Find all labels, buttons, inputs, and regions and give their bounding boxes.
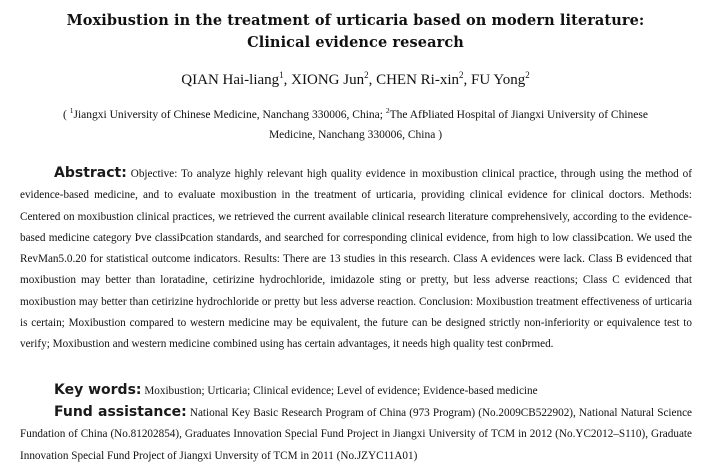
author-affiliation-mark: 2	[459, 70, 464, 80]
paper-title-line-1: Moxibustion in the treatment of urticaria based on modern literature:	[66, 12, 645, 29]
paper-title-line-2: Clinical evidence research	[247, 34, 464, 51]
abstract-text: Objective: To analyze highly relevant high quality evidence in moxibustion clinical practice, through using the method of evidence-based medicine, and to evaluate moxibustion in the treatment of urticaria, providing clinical evidence for clinical doctors. Methods: Centered on moxibustion clinical practices, we retrieved the current available clinical research literature comprehensively, according to the evidence-based medicine category Þve classiÞcation standards, and searched for corresponding clinical evidence, from high to low classiÞcation. We used the RevMan5.0.20 for statistical outcome indicators. Results: There are 13 studies in this research. Class A evidences were lack. Class B evidenced that moxibustion may better than loratadine, cetirizine hydrochloride, imidazole sting or pretty, but less adverse reactions; Class C evidenced that moxibustion may better than cetirizine hydrochloride or pretty but less adverse reaction. Conclusion: Moxibustion treatment effectiveness of urticaria is certain; Moxibustion compared to western medicine may be equivalent, the future can be designed strictly non-inferiority or equivalence test to verify; Moxibustion and western medicine combined using has certain advantages, it needs high quality test conÞrmed.	[20, 168, 692, 351]
author-name: XIONG Jun	[291, 72, 365, 88]
author-name: FU Yong	[471, 72, 526, 88]
affiliation-2: The AfÞliated Hospital of Jiangxi University of Chinese	[389, 108, 648, 121]
affiliation-open-paren: (	[63, 108, 70, 121]
affiliation-mark: 1	[69, 106, 74, 115]
author-affiliation-mark: 2	[525, 70, 530, 80]
abstract-paragraph	[20, 163, 692, 356]
author-name: QIAN Hai-liang	[181, 72, 280, 88]
fund-paragraph	[20, 402, 692, 467]
keywords-paragraph	[20, 380, 692, 402]
keywords-label: Key words:	[54, 382, 142, 398]
author-list: QIAN Hai-liang$^1$, XIONG Jun$^2$, CHEN Ri-xin$^2$, FU Yong$^2$	[181, 70, 530, 88]
author-name: CHEN Ri-xin	[376, 72, 460, 88]
affiliation-mark: 2	[385, 106, 390, 115]
author-affiliation-mark: 2	[364, 70, 369, 80]
author-affiliation-mark: 1	[279, 70, 284, 80]
affiliation-line-1	[0, 106, 711, 121]
fund-text: National Key Basic Research Program of China (973 Program) (No.2009CB522902), National Natural Science Fundation of China (No.81202854), Graduates Innovation Special Fund Project in Jiangxi University of TCM in 2012 (No.YC2012–S110), Graduate Innovation Special Fund Project of Jiangxi Unversity of TCM in 2011 (No.JZYC11A01)	[20, 407, 693, 462]
keywords-text: Moxibustion; Urticaria; Clinical evidence; Level of evidence; Evidence-based medicine	[144, 385, 538, 397]
fund-label: Fund assistance:	[54, 404, 187, 420]
abstract-label: Abstract:	[54, 165, 127, 181]
affiliation-1: Jiangxi University of Chinese Medicine, Nanchang 330006, China;	[73, 108, 386, 121]
affiliation-line-2: Medicine, Nanchang 330006, China )	[268, 129, 443, 141]
